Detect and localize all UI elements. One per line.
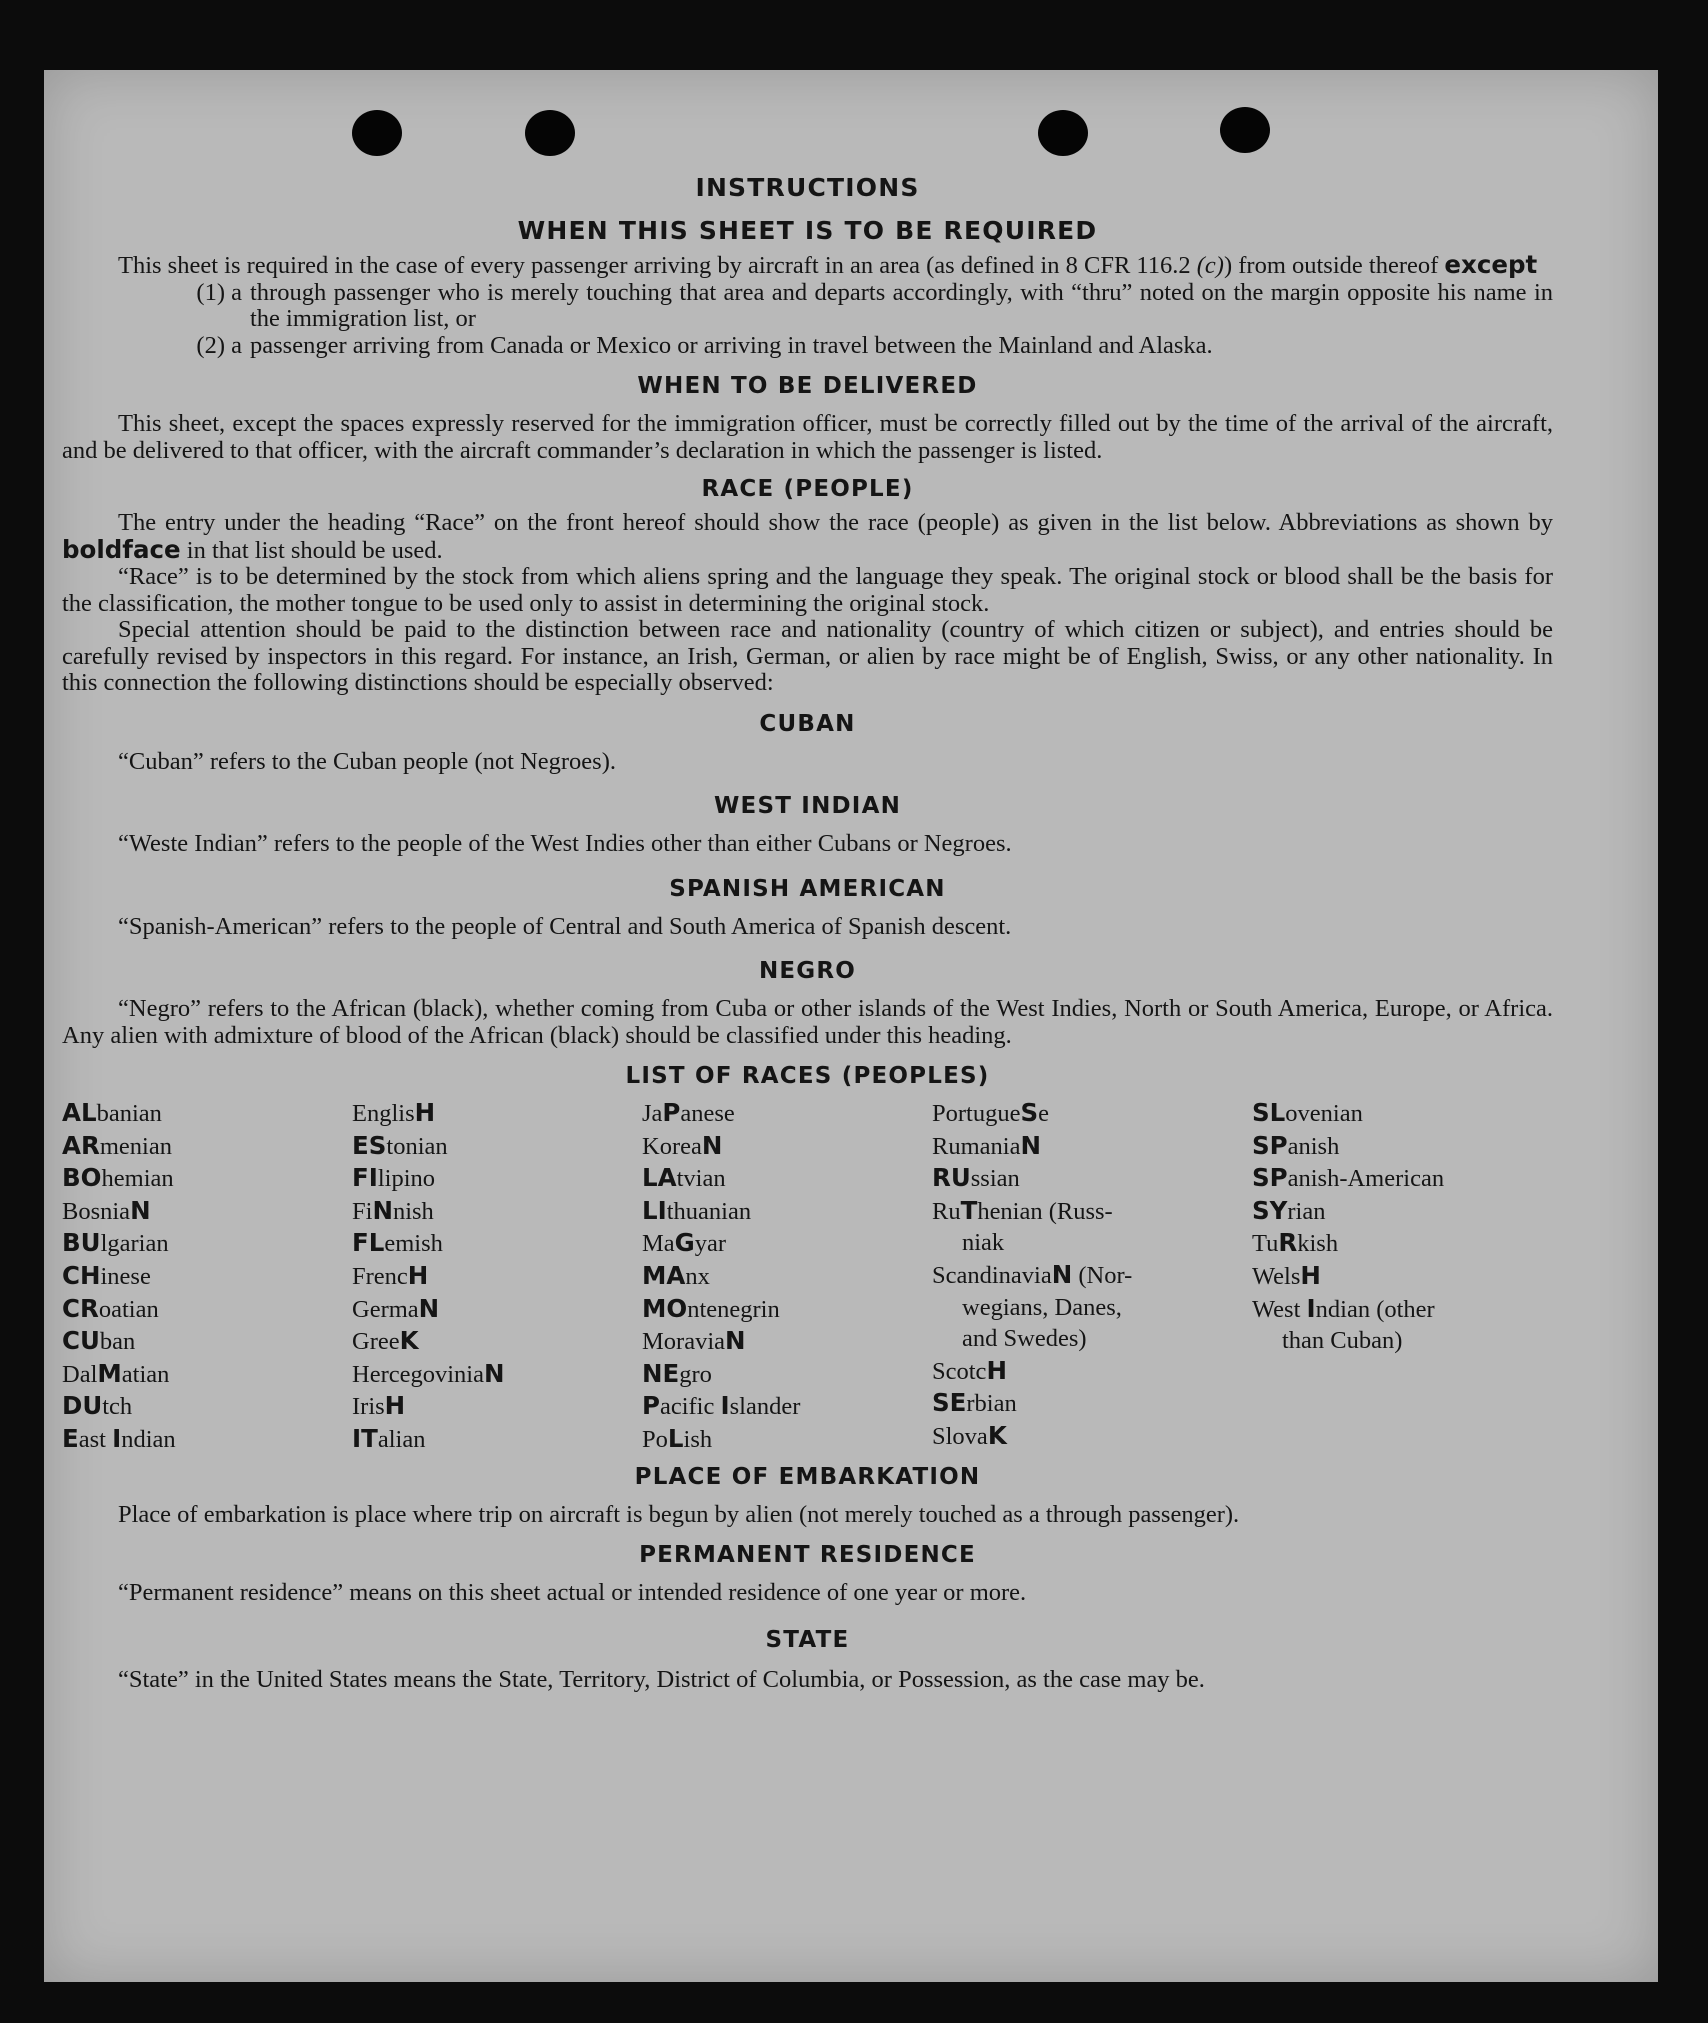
race-entry: ScotcH bbox=[932, 1355, 1007, 1385]
race-entry: WelsH bbox=[1252, 1260, 1321, 1290]
race-entry: ITalian bbox=[352, 1423, 426, 1453]
section-paragraph: “Spanish-American” refers to the people of Central and South America of Spanish descent. bbox=[118, 912, 1012, 940]
section-paragraph: “Permanent residence” means on this sheet actual or intended residence of one year or more. bbox=[118, 1579, 1027, 1607]
list-item: (2) a passenger arriving from Canada or Mexico or arriving in travel between the Mainland and Alaska. bbox=[196, 331, 1213, 359]
race-entry: DUtch bbox=[62, 1391, 133, 1421]
section-heading: NEGRO bbox=[758, 958, 857, 984]
race-entry: RumaniaN bbox=[932, 1130, 1041, 1160]
section-heading: RACE (PEOPLE) bbox=[701, 476, 914, 502]
race-entry: BOhemian bbox=[62, 1163, 174, 1193]
race-entry: East Indian bbox=[62, 1423, 176, 1453]
section-paragraph: Place of embarkation is place where trip on aircraft is begun by alien (not merely touched as a through passenger). bbox=[118, 1500, 1240, 1528]
section-heading: WHEN TO BE DELIVERED bbox=[637, 373, 978, 399]
race-entry: FIlipino bbox=[352, 1163, 436, 1193]
section-paragraph: “Negro” refers to the African (black), whether coming from Cuba or other islands of the West Indies, North or South America, Europe, or Africa. Any alien with admixture of blood of the African (black) should be classified under this heading. bbox=[62, 995, 1553, 1049]
section-heading: LIST OF RACES (PEOPLES) bbox=[625, 1063, 990, 1089]
section-paragraph: The entry under the heading “Race” on the front hereof should show the race (people) as given in the list below. Abbreviations as shown by boldface in that list should be used. bbox=[62, 509, 1553, 564]
race-entry: NEgro bbox=[642, 1358, 712, 1388]
race-entry: GreeK bbox=[352, 1326, 419, 1356]
race-entry: BUlgarian bbox=[62, 1228, 169, 1258]
race-entry: PortugueSe bbox=[932, 1098, 1049, 1127]
race-entry: DalMatian bbox=[62, 1358, 170, 1388]
race-entry: MOntenegrin bbox=[642, 1293, 780, 1323]
section-paragraph: This sheet, except the spaces expressly reserved for the immigration officer, must be correctly filled out by the time of the arrival of the aircraft, and be delivered to that officer, with the aircraft commander’s declaration in which the passenger is listed. bbox=[62, 410, 1553, 464]
race-entry: KoreaN bbox=[642, 1130, 723, 1160]
race-entry: RuThenian (Russ- bbox=[932, 1195, 1113, 1225]
race-entry: SLovenian bbox=[1252, 1098, 1363, 1127]
race-entry: SPanish bbox=[1252, 1130, 1340, 1160]
section-heading: STATE bbox=[765, 1626, 850, 1653]
section-heading: SPANISH AMERICAN bbox=[669, 875, 946, 902]
section-heading: CUBAN bbox=[759, 710, 856, 737]
race-entry: SPanish-American bbox=[1252, 1163, 1445, 1193]
race-entry: ScandinaviaN (Nor- bbox=[932, 1259, 1133, 1289]
race-entry: than Cuban) bbox=[1282, 1327, 1403, 1355]
section-paragraph: This sheet is required in the case of every passenger arriving by aircraft in an area (as defined in 8 CFR 116.2 (c)) from outside thereof except bbox=[118, 250, 1538, 279]
race-entry: ARmenian bbox=[62, 1130, 172, 1160]
race-entry: SYrian bbox=[1252, 1195, 1326, 1225]
section-paragraph: Special attention should be paid to the distinction between race and nationality (country of which citizen or subject), and entries should be carefully revised by inspectors in this regard. For instance, an Irish, German, or alien by race might be of English, Swiss, or any other nationality. In this connection the following distinctions should be especially observed: bbox=[62, 616, 1553, 696]
race-column bbox=[642, 1097, 932, 1456]
race-entry: EnglisH bbox=[352, 1098, 436, 1127]
section-heading: WEST INDIAN bbox=[713, 793, 902, 819]
race-column bbox=[1252, 1097, 1552, 1456]
list-item: (1) a through passenger who is merely touching that area and departs accordingly, with “thru” noted on the margin opposite his name in the immigration list, or bbox=[196, 278, 1553, 332]
race-entry: wegians, Danes, bbox=[962, 1293, 1122, 1321]
race-entry: LAtvian bbox=[642, 1163, 726, 1193]
section-paragraph: “State” in the United States means the State, Territory, District of Columbia, or Possession, as the case may be. bbox=[118, 1665, 1205, 1693]
section-heading: WHEN THIS SHEET IS TO BE REQUIRED bbox=[517, 216, 1098, 245]
race-entry: CHinese bbox=[62, 1260, 151, 1290]
race-entry: HercegoviniaN bbox=[352, 1358, 505, 1388]
section-paragraph: “Cuban” refers to the Cuban people (not Negroes). bbox=[118, 747, 616, 775]
race-entry: BosniaN bbox=[62, 1195, 151, 1225]
race-entry: and Swedes) bbox=[962, 1325, 1087, 1353]
race-entry: TuRkish bbox=[1252, 1228, 1339, 1258]
race-entry: West Indian (other bbox=[1252, 1293, 1435, 1323]
race-column bbox=[352, 1097, 642, 1456]
race-entry: niak bbox=[962, 1229, 1005, 1257]
race-entry: CUban bbox=[62, 1326, 136, 1356]
section-heading: PLACE OF EMBARKATION bbox=[634, 1463, 981, 1490]
section-heading: PERMANENT RESIDENCE bbox=[639, 1542, 976, 1569]
instructions-content bbox=[62, 100, 1553, 1693]
race-entry: SErbian bbox=[932, 1388, 1017, 1418]
race-list bbox=[62, 1097, 1553, 1456]
race-entry: FLemish bbox=[352, 1228, 443, 1258]
race-entry: PoLish bbox=[642, 1423, 713, 1453]
race-entry: SlovaK bbox=[932, 1420, 1007, 1450]
section-paragraph: “Race” is to be determined by the stock from which aliens spring and the language they speak. The original stock or blood shall be the basis for the classification, the mother tongue to be used only to assist in determining the original stock. bbox=[62, 563, 1553, 617]
race-entry: IrisH bbox=[352, 1391, 406, 1421]
page-title: INSTRUCTIONS bbox=[695, 173, 920, 202]
race-entry: JaPanese bbox=[642, 1098, 735, 1127]
section-paragraph: “Weste Indian” refers to the people of the West Indies other than either Cubans or Negroes. bbox=[118, 830, 1012, 857]
race-entry: CRoatian bbox=[62, 1293, 159, 1323]
race-column bbox=[932, 1097, 1252, 1456]
race-entry: EStonian bbox=[352, 1130, 448, 1160]
race-entry: Pacific Islander bbox=[642, 1391, 801, 1421]
race-entry: RUssian bbox=[932, 1163, 1020, 1193]
race-entry: LIthuanian bbox=[642, 1195, 752, 1225]
race-entry: ALbanian bbox=[62, 1098, 162, 1127]
race-entry: MAnx bbox=[642, 1260, 710, 1290]
race-entry: MoraviaN bbox=[642, 1326, 746, 1356]
race-entry: GermaN bbox=[352, 1293, 440, 1323]
race-column bbox=[62, 1097, 352, 1456]
race-entry: MaGyar bbox=[642, 1228, 727, 1258]
race-entry: FrencH bbox=[352, 1260, 429, 1290]
race-entry: FiNnish bbox=[352, 1195, 434, 1225]
